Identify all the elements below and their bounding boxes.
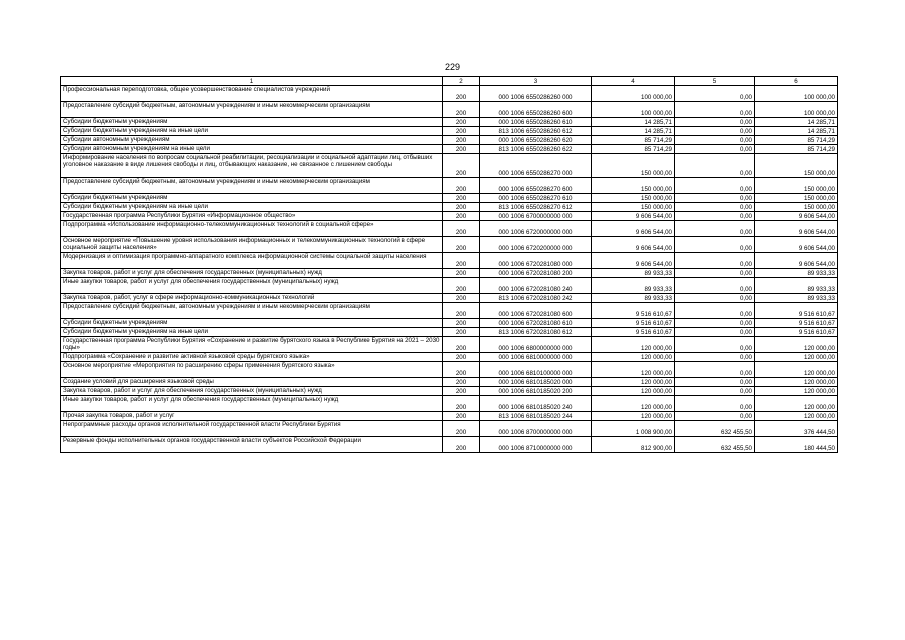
row-budget-code-cell: 000 1006 6720200000 000 <box>480 237 592 253</box>
row-name-cell: Иные закупки товаров, работ и услуг для обеспечения государственных (муниципальных) нужд <box>61 396 443 412</box>
row-budget-code-cell: 000 1006 6720281080 200 <box>480 269 592 278</box>
table-row <box>61 178 838 194</box>
row-executed-cell: 632 455,50 <box>675 421 755 437</box>
row-budget-code-cell: 813 1006 6550286270 612 <box>480 203 592 212</box>
row-line-code-cell: 200 <box>443 203 480 212</box>
row-line-code-cell: 200 <box>443 396 480 412</box>
row-line-code-cell: 200 <box>443 303 480 319</box>
row-line-code-cell: 200 <box>443 86 480 102</box>
row-line-code-cell: 200 <box>443 278 480 294</box>
row-budget-code-cell: 000 1006 6550286270 000 <box>480 154 592 178</box>
column-header-2: 2 <box>443 77 480 86</box>
row-remaining-cell: 100 000,00 <box>755 102 838 118</box>
table-row <box>61 136 838 145</box>
row-executed-cell: 0,00 <box>675 303 755 319</box>
row-approved-cell: 1 008 900,00 <box>592 421 675 437</box>
row-executed-cell: 0,00 <box>675 86 755 102</box>
row-approved-cell: 9 606 544,00 <box>592 237 675 253</box>
row-remaining-cell: 180 444,50 <box>755 437 838 453</box>
row-approved-cell: 9 606 544,00 <box>592 253 675 269</box>
row-executed-cell: 0,00 <box>675 237 755 253</box>
row-approved-cell: 14 285,71 <box>592 127 675 136</box>
table-body <box>61 86 838 453</box>
row-remaining-cell: 14 285,71 <box>755 127 838 136</box>
row-remaining-cell: 120 000,00 <box>755 378 838 387</box>
row-approved-cell: 85 714,29 <box>592 136 675 145</box>
row-budget-code-cell: 000 1006 6810185020 200 <box>480 387 592 396</box>
row-line-code-cell: 200 <box>443 387 480 396</box>
table-row <box>61 387 838 396</box>
row-name-cell: Информирование населения по вопросам социальной реабилитации, ресоциализации и социальной адаптации лиц, отбывших уголовное наказание в виде лишения свободы и лиц, отбывающих наказание, не связанное с лишением свободы <box>61 154 443 178</box>
row-executed-cell: 0,00 <box>675 319 755 328</box>
row-executed-cell: 0,00 <box>675 396 755 412</box>
row-executed-cell: 0,00 <box>675 378 755 387</box>
row-remaining-cell: 14 285,71 <box>755 118 838 127</box>
row-line-code-cell: 200 <box>443 102 480 118</box>
row-name-cell: Модернизация и оптимизация программно-аппаратного комплекса информационной системы социальной защиты населения <box>61 253 443 269</box>
row-approved-cell: 9 606 544,00 <box>592 221 675 237</box>
table-row <box>61 303 838 319</box>
column-header-3: 3 <box>480 77 592 86</box>
table-row <box>61 203 838 212</box>
row-remaining-cell: 120 000,00 <box>755 412 838 421</box>
row-executed-cell: 0,00 <box>675 136 755 145</box>
row-remaining-cell: 120 000,00 <box>755 353 838 362</box>
row-executed-cell: 0,00 <box>675 118 755 127</box>
page-number: 229 <box>444 62 461 72</box>
row-remaining-cell: 9 606 544,00 <box>755 237 838 253</box>
row-name-cell: Субсидии бюджетным учреждениям на иные цели <box>61 127 443 136</box>
row-executed-cell: 0,00 <box>675 337 755 353</box>
row-approved-cell: 120 000,00 <box>592 378 675 387</box>
row-remaining-cell: 376 444,50 <box>755 421 838 437</box>
row-approved-cell: 150 000,00 <box>592 194 675 203</box>
row-approved-cell: 120 000,00 <box>592 337 675 353</box>
row-budget-code-cell: 000 1006 6810100000 000 <box>480 362 592 378</box>
row-remaining-cell: 150 000,00 <box>755 154 838 178</box>
row-budget-code-cell: 000 1006 6550286270 600 <box>480 178 592 194</box>
row-executed-cell: 0,00 <box>675 203 755 212</box>
row-approved-cell: 120 000,00 <box>592 362 675 378</box>
table-row <box>61 328 838 337</box>
row-line-code-cell: 200 <box>443 353 480 362</box>
row-approved-cell: 9 516 610,67 <box>592 328 675 337</box>
row-line-code-cell: 200 <box>443 328 480 337</box>
row-approved-cell: 85 714,29 <box>592 145 675 154</box>
row-name-cell: Закупка товаров, работ и услуг для обеспечения государственных (муниципальных) нужд <box>61 387 443 396</box>
row-approved-cell: 150 000,00 <box>592 178 675 194</box>
row-executed-cell: 0,00 <box>675 221 755 237</box>
table-row <box>61 127 838 136</box>
row-approved-cell: 120 000,00 <box>592 387 675 396</box>
row-budget-code-cell: 000 1006 6550286260 620 <box>480 136 592 145</box>
row-line-code-cell: 200 <box>443 421 480 437</box>
row-remaining-cell: 9 516 610,67 <box>755 303 838 319</box>
row-remaining-cell: 150 000,00 <box>755 194 838 203</box>
row-budget-code-cell: 000 1006 6700000000 000 <box>480 212 592 221</box>
row-executed-cell: 0,00 <box>675 412 755 421</box>
row-approved-cell: 150 000,00 <box>592 154 675 178</box>
row-line-code-cell: 200 <box>443 136 480 145</box>
row-approved-cell: 120 000,00 <box>592 396 675 412</box>
row-line-code-cell: 200 <box>443 269 480 278</box>
row-line-code-cell: 200 <box>443 154 480 178</box>
row-executed-cell: 0,00 <box>675 194 755 203</box>
table-row <box>61 319 838 328</box>
row-remaining-cell: 9 516 610,67 <box>755 319 838 328</box>
row-remaining-cell: 120 000,00 <box>755 396 838 412</box>
table-row <box>61 118 838 127</box>
row-budget-code-cell: 813 1006 6550286260 612 <box>480 127 592 136</box>
row-name-cell: Субсидии бюджетным учреждениям на иные цели <box>61 328 443 337</box>
row-line-code-cell: 200 <box>443 145 480 154</box>
row-remaining-cell: 85 714,29 <box>755 136 838 145</box>
row-executed-cell: 0,00 <box>675 154 755 178</box>
row-name-cell: Субсидии автономным учреждениям на иные цели <box>61 145 443 154</box>
row-remaining-cell: 85 714,29 <box>755 145 838 154</box>
row-name-cell: Профессиональная переподготовка, общее усовершенствование специалистов учреждений <box>61 86 443 102</box>
row-remaining-cell: 9 606 544,00 <box>755 212 838 221</box>
table-row <box>61 412 838 421</box>
row-name-cell: Субсидии бюджетным учреждениям <box>61 194 443 203</box>
row-line-code-cell: 200 <box>443 178 480 194</box>
row-executed-cell: 0,00 <box>675 102 755 118</box>
row-budget-code-cell: 000 1006 6720000000 000 <box>480 221 592 237</box>
row-executed-cell: 0,00 <box>675 328 755 337</box>
row-line-code-cell: 200 <box>443 378 480 387</box>
row-name-cell: Подпрограмма «Использование информационно-телекоммуникационных технологий в социальной сфере» <box>61 221 443 237</box>
row-remaining-cell: 9 606 544,00 <box>755 221 838 237</box>
row-budget-code-cell: 000 1006 6720281080 610 <box>480 319 592 328</box>
row-name-cell: Иные закупки товаров, работ и услуг для обеспечения государственных (муниципальных) нужд <box>61 278 443 294</box>
row-executed-cell: 0,00 <box>675 278 755 294</box>
row-name-cell: Непрограммные расходы органов исполнительной государственной власти Республики Бурятия <box>61 421 443 437</box>
table-row <box>61 353 838 362</box>
row-budget-code-cell: 000 1006 8710000000 000 <box>480 437 592 453</box>
row-remaining-cell: 120 000,00 <box>755 362 838 378</box>
row-name-cell: Субсидии бюджетным учреждениям на иные цели <box>61 203 443 212</box>
row-executed-cell: 0,00 <box>675 253 755 269</box>
table-row <box>61 221 838 237</box>
row-approved-cell: 120 000,00 <box>592 353 675 362</box>
table-row <box>61 237 838 253</box>
row-budget-code-cell: 000 1006 6810000000 000 <box>480 353 592 362</box>
row-name-cell: Предоставление субсидий бюджетным, автономным учреждениям и иным некоммерческим организациям <box>61 102 443 118</box>
row-name-cell: Основное мероприятие «Повышение уровня использования информационных и телекоммуникационных технологий в сфере социальной защиты населения» <box>61 237 443 253</box>
row-name-cell: Основное мероприятие «Мероприятия по расширению сферы применения бурятского языка» <box>61 362 443 378</box>
table-row <box>61 102 838 118</box>
row-approved-cell: 89 933,33 <box>592 278 675 294</box>
row-budget-code-cell: 000 1006 6550286260 000 <box>480 86 592 102</box>
row-line-code-cell: 200 <box>443 237 480 253</box>
row-executed-cell: 0,00 <box>675 269 755 278</box>
column-header-5: 5 <box>675 77 755 86</box>
row-line-code-cell: 200 <box>443 118 480 127</box>
row-budget-code-cell: 813 1006 6550286260 622 <box>480 145 592 154</box>
row-remaining-cell: 89 933,33 <box>755 294 838 303</box>
row-line-code-cell: 200 <box>443 412 480 421</box>
row-executed-cell: 0,00 <box>675 178 755 194</box>
row-remaining-cell: 120 000,00 <box>755 337 838 353</box>
row-budget-code-cell: 000 1006 6550286260 600 <box>480 102 592 118</box>
row-budget-code-cell: 813 1006 6720281080 612 <box>480 328 592 337</box>
table-row <box>61 437 838 453</box>
table-row <box>61 378 838 387</box>
column-header-1: 1 <box>61 77 443 86</box>
row-name-cell: Создание условий для расширения языковой среды <box>61 378 443 387</box>
row-budget-code-cell: 813 1006 6810185020 244 <box>480 412 592 421</box>
table-row <box>61 194 838 203</box>
row-line-code-cell: 200 <box>443 337 480 353</box>
row-executed-cell: 0,00 <box>675 387 755 396</box>
table-row <box>61 362 838 378</box>
row-name-cell: Субсидии бюджетным учреждениям <box>61 118 443 127</box>
budget-table <box>60 76 838 453</box>
row-remaining-cell: 89 933,33 <box>755 269 838 278</box>
row-budget-code-cell: 813 1006 6720281080 242 <box>480 294 592 303</box>
row-budget-code-cell: 000 1006 6810185020 240 <box>480 396 592 412</box>
row-line-code-cell: 200 <box>443 127 480 136</box>
row-budget-code-cell: 000 1006 6810185020 000 <box>480 378 592 387</box>
row-approved-cell: 9 516 610,67 <box>592 303 675 319</box>
row-approved-cell: 120 000,00 <box>592 412 675 421</box>
row-remaining-cell: 150 000,00 <box>755 178 838 194</box>
row-line-code-cell: 200 <box>443 194 480 203</box>
table-row <box>61 396 838 412</box>
row-name-cell: Субсидии бюджетным учреждениям <box>61 319 443 328</box>
table-row <box>61 337 838 353</box>
table-row <box>61 145 838 154</box>
table-header <box>61 77 838 86</box>
row-name-cell: Резервные фонды исполнительных органов государственной власти субъектов Российской Федерации <box>61 437 443 453</box>
row-name-cell: Предоставление субсидий бюджетным, автономным учреждениям и иным некоммерческим организациям <box>61 178 443 194</box>
row-budget-code-cell: 000 1006 6550286270 610 <box>480 194 592 203</box>
row-line-code-cell: 200 <box>443 362 480 378</box>
row-budget-code-cell: 000 1006 8700000000 000 <box>480 421 592 437</box>
table-row <box>61 212 838 221</box>
table-row <box>61 253 838 269</box>
row-executed-cell: 0,00 <box>675 127 755 136</box>
row-remaining-cell: 89 933,33 <box>755 278 838 294</box>
table-row <box>61 294 838 303</box>
row-line-code-cell: 200 <box>443 253 480 269</box>
row-approved-cell: 89 933,33 <box>592 269 675 278</box>
row-remaining-cell: 150 000,00 <box>755 203 838 212</box>
row-line-code-cell: 200 <box>443 319 480 328</box>
row-approved-cell: 9 606 544,00 <box>592 212 675 221</box>
header-row <box>61 77 838 86</box>
row-approved-cell: 150 000,00 <box>592 203 675 212</box>
row-name-cell: Закупка товаров, работ и услуг для обеспечения государственных (муниципальных) нужд <box>61 269 443 278</box>
row-budget-code-cell: 000 1006 6800000000 000 <box>480 337 592 353</box>
row-budget-code-cell: 000 1006 6720281080 000 <box>480 253 592 269</box>
row-remaining-cell: 9 606 544,00 <box>755 253 838 269</box>
row-budget-code-cell: 000 1006 6720281080 600 <box>480 303 592 319</box>
row-name-cell: Государственная программа Республики Бурятия «Сохранение и развитие бурятского языка в Республике Бурятия на 2021 – 2030 годы» <box>61 337 443 353</box>
row-name-cell: Подпрограмма «Сохранение и развитие активной языковой среды бурятского языка» <box>61 353 443 362</box>
column-header-6: 6 <box>755 77 838 86</box>
row-name-cell: Закупка товаров, работ, услуг в сфере информационно-коммуникационных технологий <box>61 294 443 303</box>
row-budget-code-cell: 000 1006 6720281080 240 <box>480 278 592 294</box>
row-approved-cell: 100 000,00 <box>592 102 675 118</box>
row-executed-cell: 0,00 <box>675 294 755 303</box>
row-executed-cell: 0,00 <box>675 362 755 378</box>
row-name-cell: Субсидии автономным учреждениям <box>61 136 443 145</box>
row-approved-cell: 89 933,33 <box>592 294 675 303</box>
row-approved-cell: 14 285,71 <box>592 118 675 127</box>
row-name-cell: Государственная программа Республики Бурятия «Информационное общество» <box>61 212 443 221</box>
row-approved-cell: 812 900,00 <box>592 437 675 453</box>
table-row <box>61 269 838 278</box>
row-executed-cell: 0,00 <box>675 212 755 221</box>
table-row <box>61 86 838 102</box>
table-row <box>61 154 838 178</box>
column-header-4: 4 <box>592 77 675 86</box>
row-name-cell: Прочая закупка товаров, работ и услуг <box>61 412 443 421</box>
row-executed-cell: 0,00 <box>675 353 755 362</box>
row-remaining-cell: 100 000,00 <box>755 86 838 102</box>
row-line-code-cell: 200 <box>443 212 480 221</box>
row-executed-cell: 632 455,50 <box>675 437 755 453</box>
row-line-code-cell: 200 <box>443 221 480 237</box>
row-remaining-cell: 120 000,00 <box>755 387 838 396</box>
row-executed-cell: 0,00 <box>675 145 755 154</box>
table-row <box>61 278 838 294</box>
row-line-code-cell: 200 <box>443 437 480 453</box>
row-remaining-cell: 9 516 610,67 <box>755 328 838 337</box>
row-line-code-cell: 200 <box>443 294 480 303</box>
row-approved-cell: 100 000,00 <box>592 86 675 102</box>
table-row <box>61 421 838 437</box>
row-name-cell: Предоставление субсидий бюджетным, автономным учреждениям и иным некоммерческим организациям <box>61 303 443 319</box>
row-approved-cell: 9 516 610,67 <box>592 319 675 328</box>
row-budget-code-cell: 000 1006 6550286260 610 <box>480 118 592 127</box>
